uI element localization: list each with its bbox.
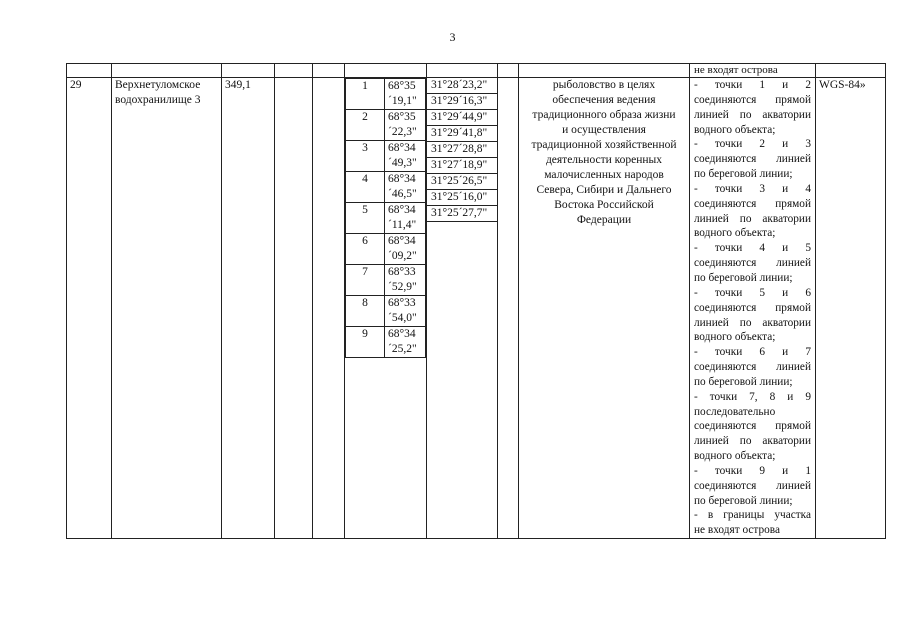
point-row xyxy=(346,203,426,234)
cell-empty xyxy=(275,64,313,78)
cell-empty xyxy=(313,64,345,78)
point-latitude: 68°34´11,4" xyxy=(385,203,426,234)
point-longitude: 31°25´26,5" xyxy=(427,174,497,190)
boundary-note-line: водного объекта; xyxy=(694,450,776,463)
point-latitude: 68°33´52,9" xyxy=(385,265,426,296)
point-latitude: 68°34´09,2" xyxy=(385,234,426,265)
point-number: 4 xyxy=(346,172,385,203)
cell-empty xyxy=(222,64,275,78)
coordinate-system: WGS-84» xyxy=(816,78,886,539)
boundary-note-line: - в границы участка xyxy=(694,509,811,522)
point-latitude: 68°34´49,3" xyxy=(385,141,426,172)
boundary-notes-list xyxy=(694,78,811,538)
boundary-note-line: по береговой линии; xyxy=(694,271,793,284)
boundary-note-line: соединяются прямой xyxy=(694,197,811,210)
point-row xyxy=(346,296,426,327)
purpose-line: деятельности коренных xyxy=(545,154,663,166)
cell-empty xyxy=(313,78,345,539)
purpose-cell xyxy=(519,78,690,539)
boundary-note-line: по береговой линии; xyxy=(694,375,793,388)
point-longitude: 31°29´44,9" xyxy=(427,110,497,126)
point-latitude: 68°33´54,0" xyxy=(385,296,426,327)
point-latitude: 68°35´22,3" xyxy=(385,110,426,141)
cell-empty xyxy=(816,64,886,78)
boundary-note-line: соединяются прямой xyxy=(694,420,811,433)
point-number: 3 xyxy=(346,141,385,172)
purpose-line: Севера, Сибири и Дальнего xyxy=(536,184,672,196)
table-row xyxy=(67,78,886,539)
boundary-note-line: соединяются линией xyxy=(694,479,811,492)
points-longitude-list xyxy=(427,78,497,222)
boundary-note-line: - точки 6 и 7 xyxy=(694,346,811,359)
point-number: 8 xyxy=(346,296,385,327)
point-longitude: 31°29´16,3" xyxy=(427,94,497,110)
point-longitude: 31°29´41,8" xyxy=(427,126,497,142)
boundary-note-line: соединяются линией xyxy=(694,153,811,166)
boundary-note-line: последовательно xyxy=(694,405,776,418)
boundary-note-line: линией по акватории xyxy=(694,316,811,329)
boundary-note-line: соединяются прямой xyxy=(694,93,811,106)
boundary-note-line: - точки 2 и 3 xyxy=(694,138,811,151)
cell-empty xyxy=(519,64,690,78)
boundary-note-line: по береговой линии; xyxy=(694,494,793,507)
point-latitude: 68°34´25,2" xyxy=(385,327,426,358)
point-longitude: 31°27´28,8" xyxy=(427,142,497,158)
purpose-line: традиционного образа жизни xyxy=(532,109,676,121)
continuation-row xyxy=(67,64,886,78)
boundary-note-line: водного объекта; xyxy=(694,123,776,136)
point-row xyxy=(346,327,426,358)
purpose-line: Федерации xyxy=(576,214,632,226)
cell-empty xyxy=(427,64,498,78)
purpose-line: малочисленных народов xyxy=(544,169,664,181)
point-number: 2 xyxy=(346,110,385,141)
boundary-note-line: - точки 9 и 1 xyxy=(694,464,811,477)
purpose-line: Востока Российской xyxy=(554,199,654,211)
cell-empty xyxy=(345,64,427,78)
fishing-areas-table xyxy=(66,63,886,539)
point-latitude: 68°35´19,1" xyxy=(385,79,426,110)
cell-empty xyxy=(112,64,222,78)
point-longitude: 31°25´27,7" xyxy=(427,206,497,222)
boundary-note-line: линией по акватории xyxy=(694,108,811,121)
purpose-line: обеспечения ведения xyxy=(552,94,656,106)
boundary-note-line: водного объекта; xyxy=(694,331,776,344)
point-longitude: 31°25´16,0" xyxy=(427,190,497,206)
boundary-note-line: - точки 5 и 6 xyxy=(694,286,811,299)
purpose-line: рыболовство в целях xyxy=(552,79,656,91)
boundary-note-line: водного объекта; xyxy=(694,227,776,240)
point-number: 9 xyxy=(346,327,385,358)
point-row xyxy=(346,79,426,110)
page-number: 3 xyxy=(449,30,456,44)
point-number: 5 xyxy=(346,203,385,234)
point-longitude: 31°27´18,9" xyxy=(427,158,497,174)
water-body-name xyxy=(112,78,222,539)
point-row xyxy=(346,110,426,141)
point-number: 7 xyxy=(346,265,385,296)
cell-empty xyxy=(67,64,112,78)
boundary-note-line: соединяются линией xyxy=(694,257,811,270)
points-latitude-list xyxy=(345,78,426,358)
boundary-note-line: по береговой линии; xyxy=(694,168,793,181)
boundary-note-line: - точки 7, 8 и 9 xyxy=(694,390,811,403)
notes-continuation: не входят острова xyxy=(690,64,816,78)
purpose-line: и осуществления xyxy=(562,124,646,136)
point-longitude: 31°28´23,2" xyxy=(427,78,497,94)
boundary-note-line: - точки 4 и 5 xyxy=(694,242,811,255)
area-value: 349,1 xyxy=(222,78,275,539)
boundary-note-line: - точки 1 и 2 xyxy=(694,79,811,91)
point-row xyxy=(346,141,426,172)
point-number: 1 xyxy=(346,79,385,110)
cell-empty xyxy=(275,78,313,539)
points-latitude-cell xyxy=(345,78,427,539)
boundary-note-line: линией по акватории xyxy=(694,435,811,448)
boundary-note-line: не входят острова xyxy=(694,524,780,537)
boundary-notes-cell xyxy=(690,78,816,539)
point-number: 6 xyxy=(346,234,385,265)
name-line: Верхнетуломское xyxy=(115,79,201,91)
boundary-note-line: соединяются линией xyxy=(694,361,811,374)
boundary-note-line: линией по акватории xyxy=(694,212,811,225)
point-row xyxy=(346,265,426,296)
cell-empty xyxy=(498,78,519,539)
point-row xyxy=(346,172,426,203)
boundary-note-line: - точки 3 и 4 xyxy=(694,182,811,195)
point-row xyxy=(346,234,426,265)
cell-empty xyxy=(498,64,519,78)
row-number: 29 xyxy=(67,78,112,539)
name-line: водохранилище 3 xyxy=(115,94,201,106)
boundary-note-line: соединяются прямой xyxy=(694,301,811,314)
purpose-line: традиционной хозяйственной xyxy=(531,139,677,151)
points-longitude-cell xyxy=(427,78,498,539)
point-latitude: 68°34´46,5" xyxy=(385,172,426,203)
